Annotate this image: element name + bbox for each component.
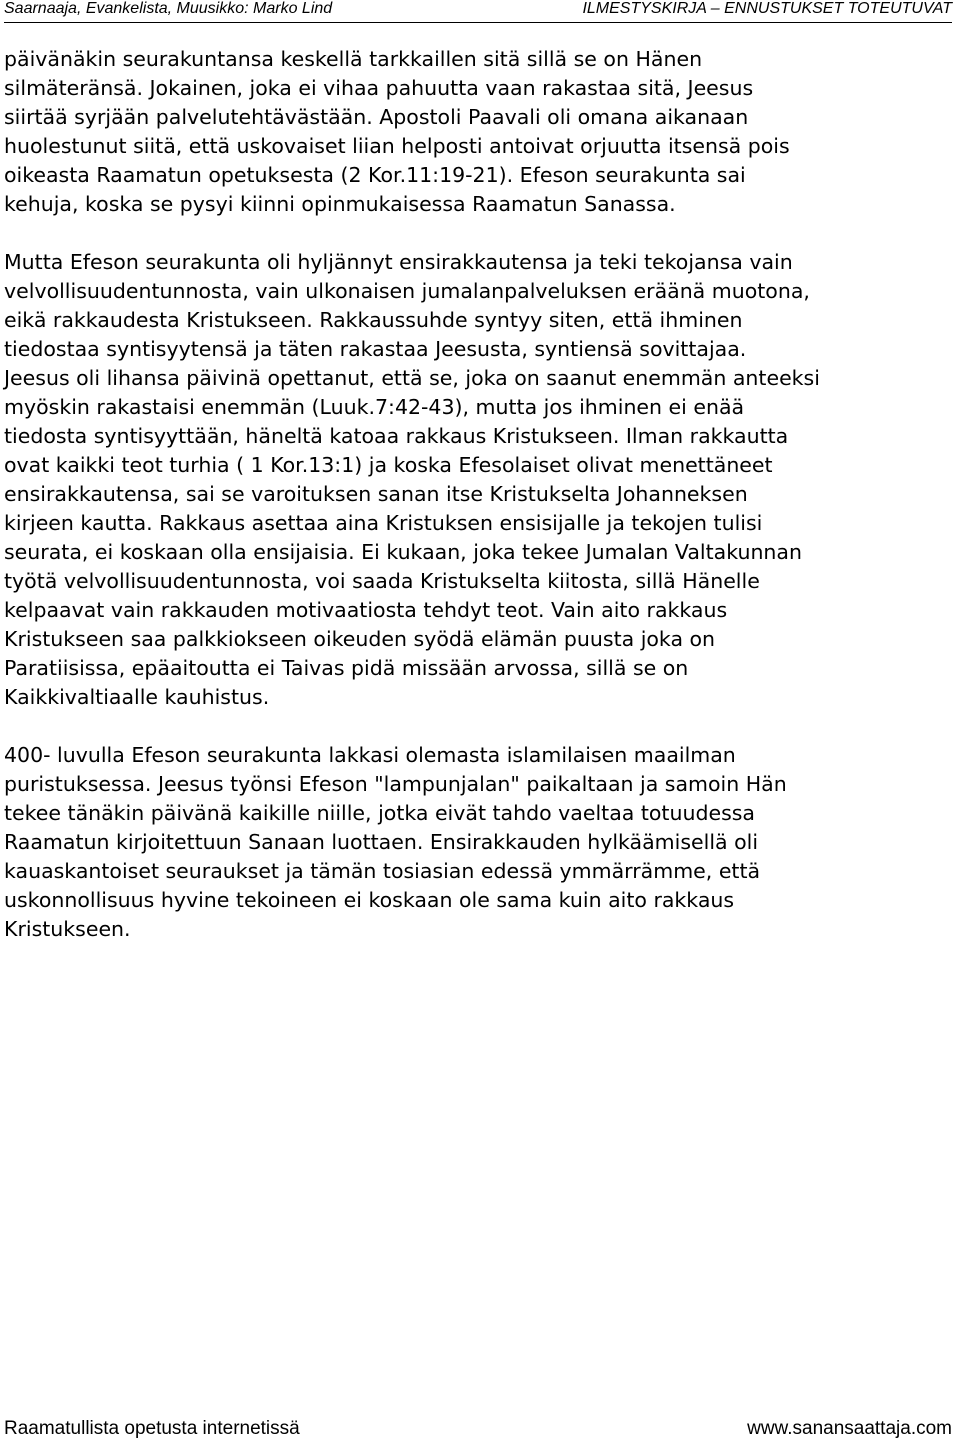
- footer-website: www.sanansaattaja.com: [747, 1418, 952, 1439]
- footer-tagline: Raamatullista opetusta internetissä: [4, 1418, 300, 1439]
- paragraph-2: Mutta Efeson seurakunta oli hyljännyt ensirakkautensa ja teki tekojansa vain velvollisuudentunnosta, vain ulkonaisen jumalanpalveluksen eräänä muotona, eikä rakkaudesta Kristukseen. Rakkaussuhde syntyy siten, että ihminen tiedostaa syntisyytensä ja täten rakastaa Jeesusta, syntiensä sovittajaa. Jeesus oli lihansa päivinä opettanut, että se, joka on saanut enemmän anteeksi myöskin rakastaisi enemmän (Luuk.7:42-43), mutta jos ihminen ei enää tiedosta syntisyyttään, häneltä katoaa rakkaus Kristukseen. Ilman rakkautta ovat kaikki teot turhia ( 1 Kor.13:1) ja koska Efesolaiset olivat menettäneet ensirakkautensa, sai se varoituksen sanan itse Kristukselta Johanneksen kirjeen kautta. Rakkaus asettaa aina Kristuksen ensisijalle ja tekojen tulisi seurata, ei koskaan olla ensijaisia. Ei kukaan, joka tekee Jumalan Valtakunnan työtä velvollisuudentunnosta, voi saada Kristukselta kiitosta, sillä Hänelle kelpaavat vain rakkauden motivaatiosta tehdyt teot. Vain aito rakkaus Kristukseen saa palkkiokseen oikeuden syödä elämän puusta joka on Paratiisissa, epäaitoutta ei Taivas pidä missään arvossa, sillä se on Kaikkivaltiaalle kauhistus.: [4, 250, 820, 709]
- paragraph-1: päivänäkin seurakuntansa keskellä tarkkaillen sitä sillä se on Hänen silmäteränsä. Jokainen, joka ei vihaa pahuutta vaan rakastaa sitä, Jeesus siirtää syrjään palvelutehtävästään. Apostoli Paavali oli omana aikanaan huolestunut siitä, että uskovaiset liian helposti antoivat orjuutta itsensä pois oikeasta Raamatun opetuksesta (2 Kor.11:19-21). Efeson seurakunta sai kehuja, koska se pysyi kiinni opinmukaisessa Raamatun Sanassa.: [4, 47, 790, 216]
- header-author: Saarnaaja, Evankelista, Muusikko: Marko Lind: [4, 0, 333, 17]
- paragraph-3: 400- luvulla Efeson seurakunta lakkasi olemasta islamilaisen maailman puristuksessa. Jeesus työnsi Efeson "lampunjalan" paikaltaan ja samoin Hän tekee tänäkin päivänä kaikille niille, jotka eivät tahdo vaeltaa totuudessa Raamatun kirjoitettuun Sanaan luottaen. Ensirakkauden hylkäämisellä oli kauaskantoiset seuraukset ja tämän tosiasian edessä ymmärrämme, että uskonnollisuus hyvine tekoineen ei koskaan ole sama kuin aito rakkaus Kristukseen.: [4, 743, 787, 941]
- header-title: ILMESTYSKIRJA – ENNUSTUKSET TOTEUTUVAT: [582, 0, 952, 17]
- page-header: [4, 0, 952, 23]
- document-body: [4, 45, 956, 944]
